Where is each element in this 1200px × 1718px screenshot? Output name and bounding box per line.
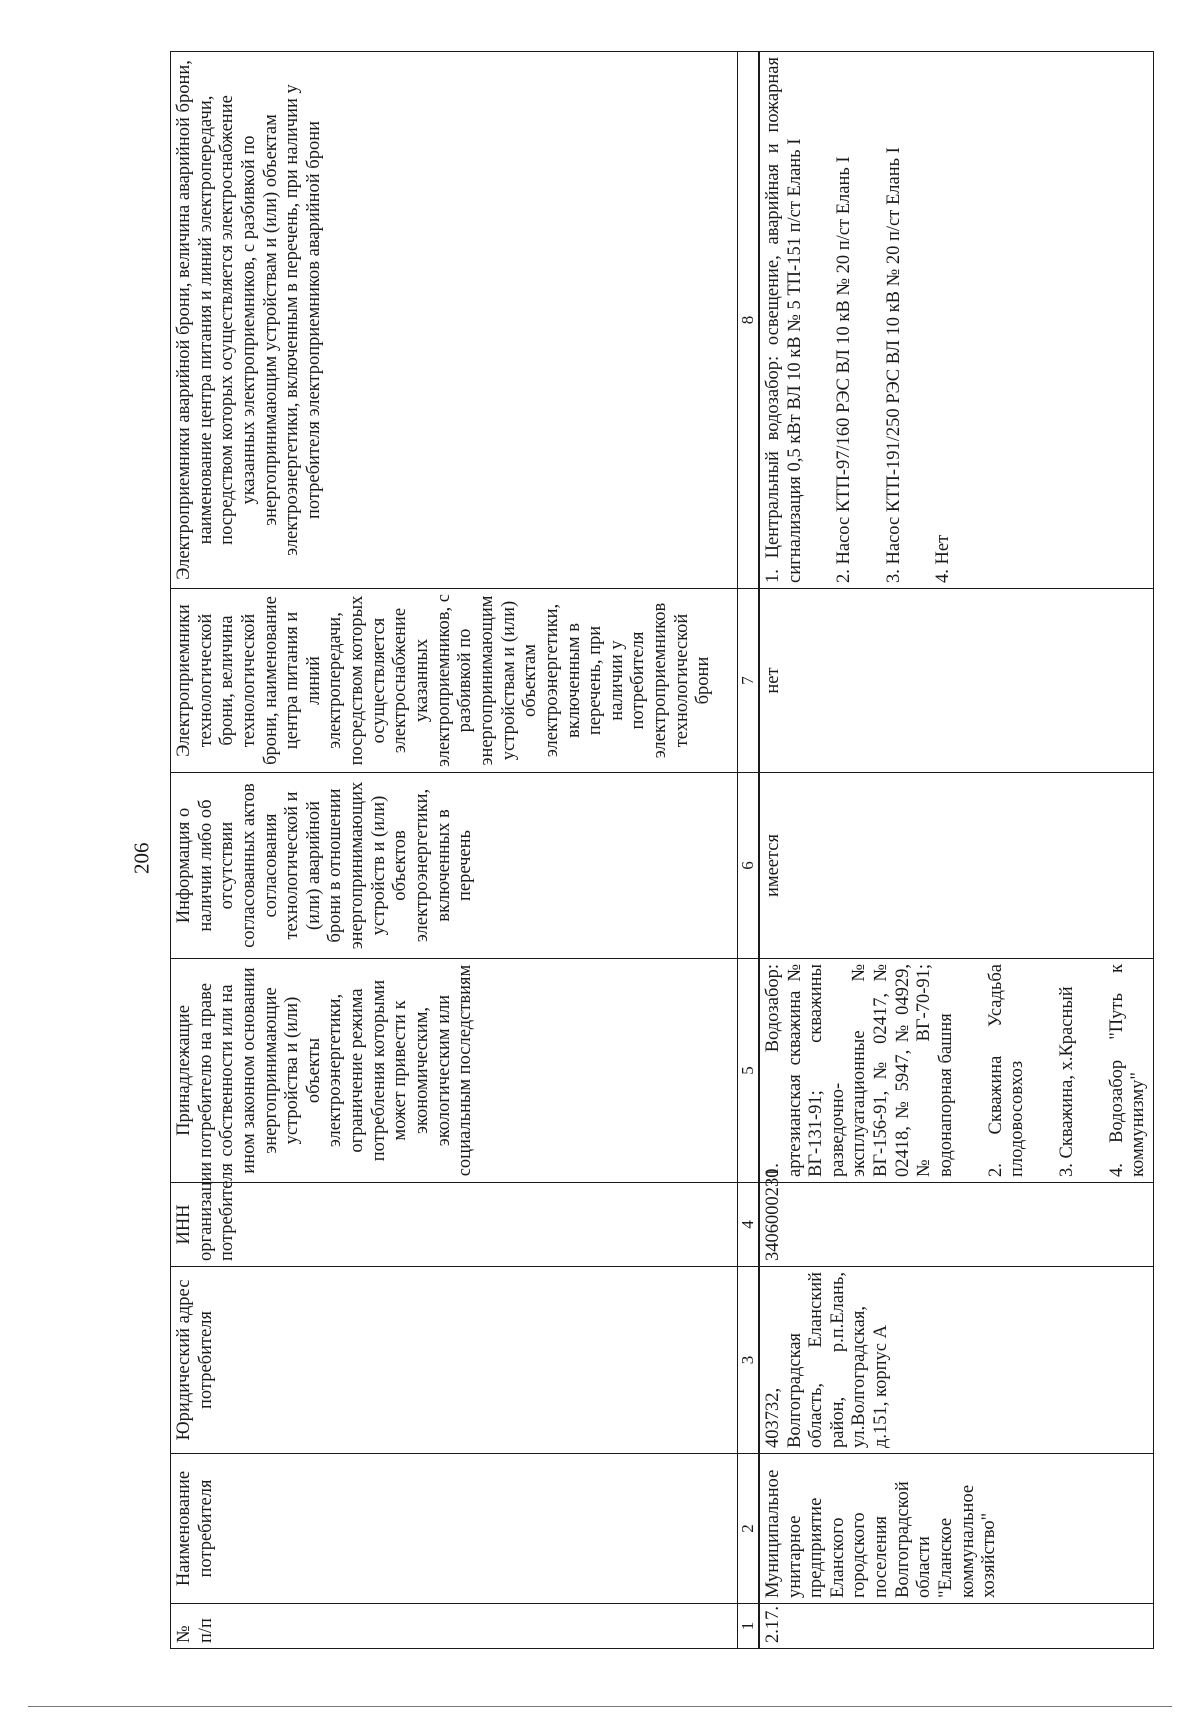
header-emergency-reserve: Электроприемники аварийной брони, величина аварийной брони, наименование центра питания и линий электропередачи, посредством которых осуществляется электроснабжение указанных электроприемников, с разбивкой по энергопринимающим устройствам и (или) объектам электроэнергетики, включенным в перечень, при наличии у потребителя электроприемников аварийной брони: [171, 52, 738, 589]
equipment-item: 4. Водозабор "Путь к коммунизму": [1106, 964, 1149, 1177]
column-number: 4: [738, 1183, 759, 1267]
column-number: 7: [738, 589, 759, 773]
equipment-item: 1. Водозабор: артезианская скважина № ВГ-131-91; скважины разведочно-эксплуатационные № ВГ-156-91, № 02417, № 02418, № 5947, № 04929, № ВГ-70-91; водонапорная башня: [762, 964, 956, 1177]
header-consumer-name: Наименование потребителя: [171, 1454, 738, 1604]
emergency-reserve-item: 3. Насос КТП-191/250 РЭС ВЛ 10 кВ № 20 п/ст Елань I: [883, 147, 904, 583]
header-inn: ИНН организации потребителя: [171, 1183, 738, 1267]
emergency-reserve-item: 2. Насос КТП-97/160 РЭС ВЛ 10 кВ № 20 п/ст Елань I: [834, 156, 855, 583]
consumer-name: Муниципальное унитарное предприятие Еланского городского поселения Волгоградской области "Еланское коммунальное хозяйство": [759, 1454, 1153, 1604]
column-numbers-row: [738, 52, 759, 1649]
table-row: [759, 52, 1153, 1649]
header-row: [171, 52, 738, 1649]
column-number: 5: [738, 959, 759, 1183]
equipment-item: 3. Скважина, х.Красный: [1056, 986, 1077, 1177]
equipment-list: [759, 959, 1153, 1183]
consumer-reserve-table: [170, 51, 1154, 1649]
header-technological-reserve: Электроприемники технологической брони, величина технологической брони, наименование центра питания и линий электропередачи, посредством которых осуществляется электроснабжение указанных электроприемников, с разбивкой по энергопринимающим устройствам и (или) объектам электроэнергетики, включенным в перечень, при наличии у потребителя электроприемников технологической брони: [171, 589, 738, 773]
emergency-reserve-item: 4. Нет: [933, 534, 954, 583]
emergency-reserve-item: 1. Центральный водозабор: освещение, аварийная и пожарная сигнализация 0,5 кВт ВЛ 10 кВ № 5 ТП-151 п/ст Елань I: [762, 57, 805, 583]
column-number: 3: [738, 1267, 759, 1454]
column-number: 1: [738, 1604, 759, 1649]
rotated-page-content: [170, 52, 1149, 1649]
inn-value: 3406000230: [759, 1183, 1153, 1267]
equipment-item: 2. Скважина Усадьба плодовосовхоз: [985, 964, 1028, 1177]
header-num: № п/п: [171, 1604, 738, 1649]
technological-reserve-value: нет: [759, 589, 1153, 773]
column-number: 6: [738, 773, 759, 959]
legal-address: 403732, Волгоградская область, Еланский район, р.п.Елань, ул.Волгоградская, д.151, корпус А: [759, 1267, 1153, 1454]
header-equipment: Принадлежащие потребителю на праве собственности или на ином законном основании энергопринимающие устройства и (или) объекты электроэнергетики, ограничение режима потребления которыми может привести к экономическим, экологическим или социальным последствиям: [171, 959, 738, 1183]
emergency-reserve-list: [759, 52, 1153, 589]
header-legal-address: Юридический адрес потребителя: [171, 1267, 738, 1454]
row-number: 2.17.: [759, 1604, 1153, 1649]
header-acts-info: Информация о наличии либо об отсутствии согласованных актов согласования технологической и (или) аварийной брони в отношении энергопринимающих устройств и (или) объектов электроэнергетики, включенных в перечень: [171, 773, 738, 959]
page-number: 206: [129, 842, 154, 874]
acts-info-value: имеется: [759, 773, 1153, 959]
column-number: 2: [738, 1454, 759, 1604]
bottom-scan-line: [28, 1706, 1172, 1707]
column-number: 8: [738, 52, 759, 589]
